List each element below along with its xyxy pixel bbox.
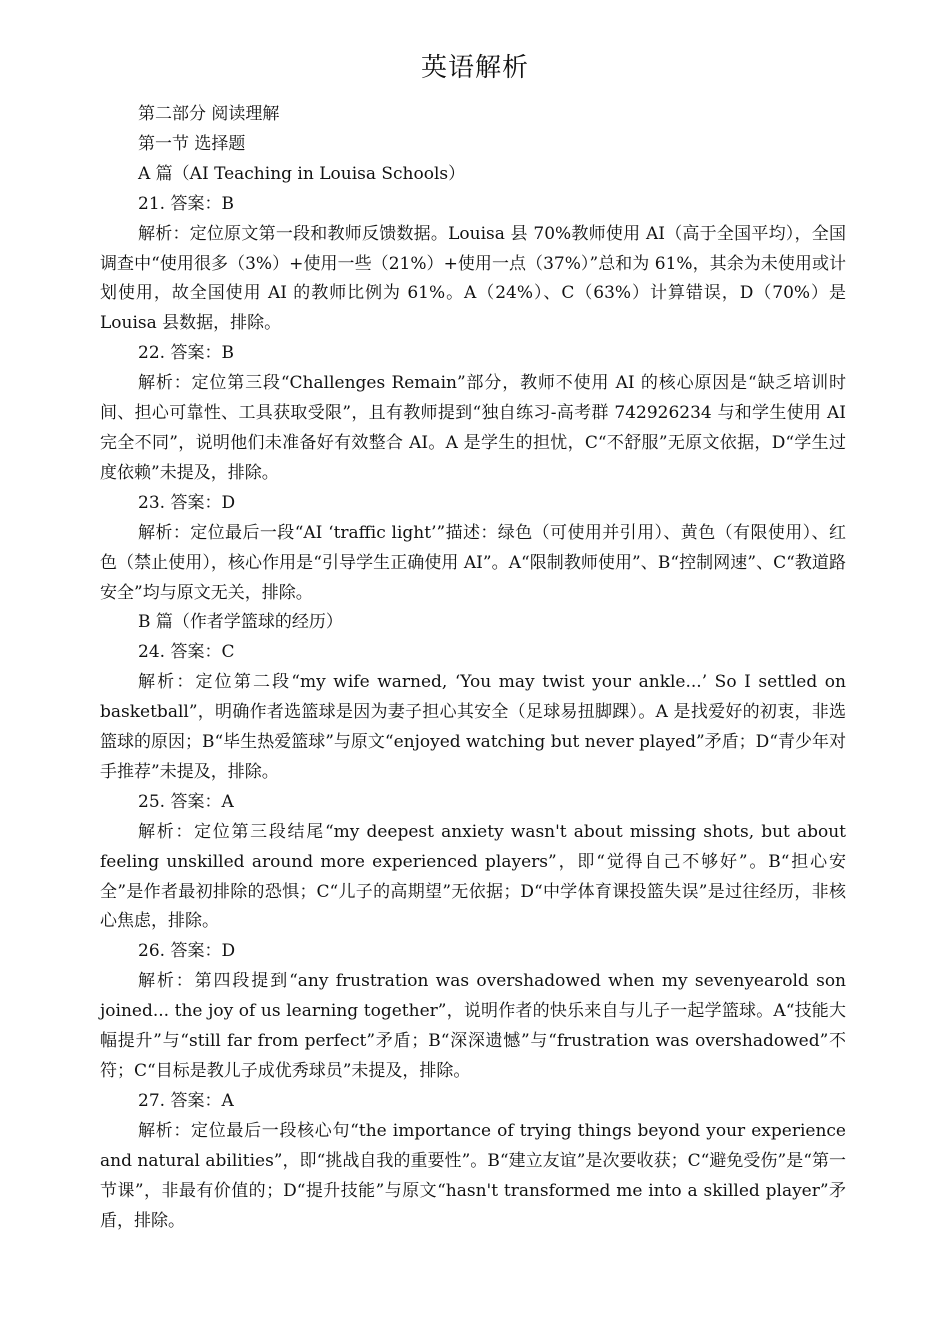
document-title: 英语解析 [420,53,529,83]
answer-21: 21. 答案：B [138,193,234,214]
analysis-24: 解析：定位第二段“my wife warned, ‘You may twist your ankle...’ So I settled on basketball”，明确作者选篮球是因为妻子担心其安全（足球易扭脚踝）。A 是找爱好的初衷，非选篮球的原因；B“毕生热爱篮球”与原文“enjoyed watching but never played”矛盾；D“青少年对手推荐”未提及，排除。 [100,672,846,782]
answer-23: 23. 答案：D [138,492,236,513]
analysis-23: 解析：定位最后一段“AI ‘traffic light’”描述：绿色（可使用并引用）、黄色（有限使用）、红色（禁止使用），核心作用是“引导学生正确使用 AI”。A“限制教师使用”、B“控制网速”、C“教道路安全”均与原文无关，排除。 [100,522,846,603]
passage-b-heading: B 篇（作者学篮球的经历） [138,612,343,633]
answer-26: 26. 答案：D [138,941,236,962]
answer-24: 24. 答案：C [138,642,235,663]
analysis-21: 解析：定位原文第一段和教师反馈数据。Louisa 县 70%教师使用 AI（高于全国平均），全国调查中“使用很多（3%）+使用一些（21%）+使用一点（37%）”总和为 61%，其余为未使用或计划使用，故全国使用 AI 的教师比例为 61%。A（24%）、C（63%）计算错误，D（70%）是 Louisa 县数据，排除。 [100,223,846,334]
document-body [100,100,846,1236]
analysis-27: 解析：定位最后一段核心句“the importance of trying things beyond your experience and natural abilities”，即“挑战自我的重要性”。B“建立友谊”是次要收获；C“避免受伤”是“第一节课”，非最有价值的；D“提升技能”与原文“hasn't transformed me into a skilled player”矛盾，排除。 [100,1120,846,1231]
answer-25: 25. 答案：A [138,791,234,812]
answer-27: 27. 答案：A [138,1090,234,1111]
analysis-25: 解析：定位第三段结尾“my deepest anxiety wasn't about missing shots, but about feeling unskilled around more experienced players”，即“觉得自己不够好”。B“担心安全”是作者最初排除的恐惧；C“儿子的高期望”无依据；D“中学体育课投篮失误”是过往经历，非核心焦虑，排除。 [100,821,846,932]
section-heading: 第一节 选择题 [138,133,246,154]
answer-22: 22. 答案：B [138,343,234,364]
passage-a-heading: A 篇（AI Teaching in Louisa Schools） [138,163,466,184]
part-heading: 第二部分 阅读理解 [138,104,280,124]
analysis-22: 解析：定位第三段“Challenges Remain”部分，教师不使用 AI 的核心原因是“缺乏培训时间、担心可靠性、工具获取受限”，且有教师提到“独自练习-高考群 742926234 与和学生使用 AI 完全不同”，说明他们未准备好有效整合 AI。A 是学生的担忧，C“不舒服”无原文依据，D“学生过度依赖”未提及，排除。 [100,373,846,483]
analysis-26: 解析：第四段提到“any frustration was overshadowed when my sevenyearold son joined... the joy of us learning together”，说明作者的快乐来自与儿子一起学篮球。A“技能大幅提升”与“still far from perfect”矛盾；B“深深遗憾”与“frustration was overshadowed”不符；C“目标是教儿子成优秀球员”未提及，排除。 [100,971,846,1081]
